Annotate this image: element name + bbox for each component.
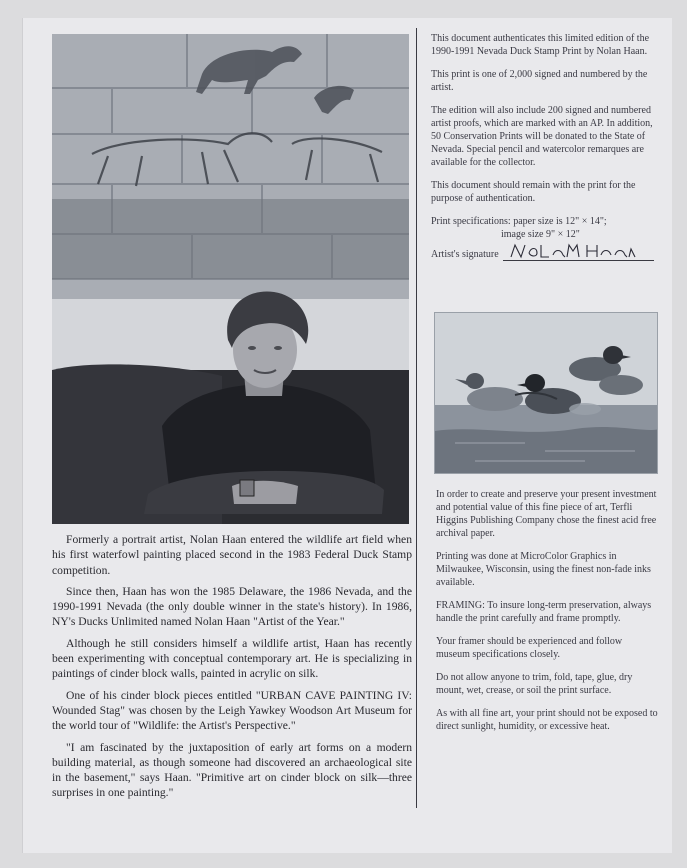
authentication-text (431, 32, 654, 261)
care-paragraph-2: Printing was done at MicroColor Graphics in Milwaukee, Wisconsin, using the finest non-fade inks available. (436, 551, 651, 588)
bio-paragraph-5: "I am fascinated by the juxtaposition of early art forms on a modern building material, as though someone had discovered an archaeological site in the basement," says Haan. "Primitive art on cinder block on silk—three surprises in one painting." (52, 740, 412, 800)
signature-label: Artist's signature (431, 249, 499, 260)
artist-biography (52, 532, 412, 807)
column-divider (416, 28, 417, 808)
signature-line (503, 245, 654, 261)
artist-signature-image (507, 241, 637, 261)
bio-paragraph-3: Although he still considers himself a wildlife artist, Haan has recently been experimenting with conceptual contemporary art. He is specializing in paintings of cinder block walls, painted in acrylic on silk. (52, 636, 412, 681)
auth-paragraph-3: The edition will also include 200 signed and numbered artist proofs, which are marked with an AP. In addition, 50 Conservation Prints will be donated to the State of Nevada. Special pencil and watercolor remarques are available for the collector. (431, 105, 653, 168)
spec-paper-size: Print specifications: paper size is 12" × 14"; (431, 216, 607, 227)
bio-paragraph-1: Formerly a portrait artist, Nolan Haan entered the wildlife art field when his first waterfowl painting placed second in the 1983 Federal Duck Stamp competition. (52, 533, 412, 577)
bio-paragraph-2: Since then, Haan has won the 1985 Delaware, the 1986 Nevada, and the 1990-1991 Nevada (the only double winner in the state's history). In 1986, NY's Ducks Unlimited named Nolan Haan "Artist of the Year." (52, 584, 412, 629)
care-paragraph-3: FRAMING: To insure long-term preservation, always handle the print carefully and frame promptly. (436, 600, 652, 624)
care-paragraph-5: Do not allow anyone to trim, fold, tape, glue, dry mount, wet, crease, or soil the print surface. (436, 672, 633, 696)
duck-stamp-print-image (434, 312, 658, 474)
care-paragraph-6: As with all fine art, your print should not be exposed to direct sunlight, humidity, or excessive heat. (436, 708, 658, 732)
print-specifications (431, 215, 654, 241)
auth-paragraph-2: This print is one of 2,000 signed and numbered by the artist. (431, 69, 648, 93)
care-paragraph-4: Your framer should be experienced and follow museum specifications closely. (436, 636, 623, 660)
signature-row (431, 245, 654, 261)
bio-paragraph-4: One of his cinder block pieces entitled "URBAN CAVE PAINTING IV: Wounded Stag" was chosen by the Leigh Yawkey Woodson Art Museum for the world tour of "Wildlife: the Artist's Perspective." (52, 688, 412, 733)
auth-paragraph-4: This document should remain with the print for the purpose of authentication. (431, 180, 636, 204)
artist-photo (52, 34, 409, 524)
auth-paragraph-1: This document authenticates this limited edition of the 1990-1991 Nevada Duck Stamp Print by Nolan Haan. (431, 33, 650, 57)
care-paragraph-1: In order to create and preserve your present investment and potential value of this fine piece of art, Terfli Higgins Publishing Company chose the finest acid free archival paper. (436, 489, 657, 539)
spec-image-size: image size 9" × 12" (501, 229, 580, 240)
care-instructions (436, 488, 658, 743)
